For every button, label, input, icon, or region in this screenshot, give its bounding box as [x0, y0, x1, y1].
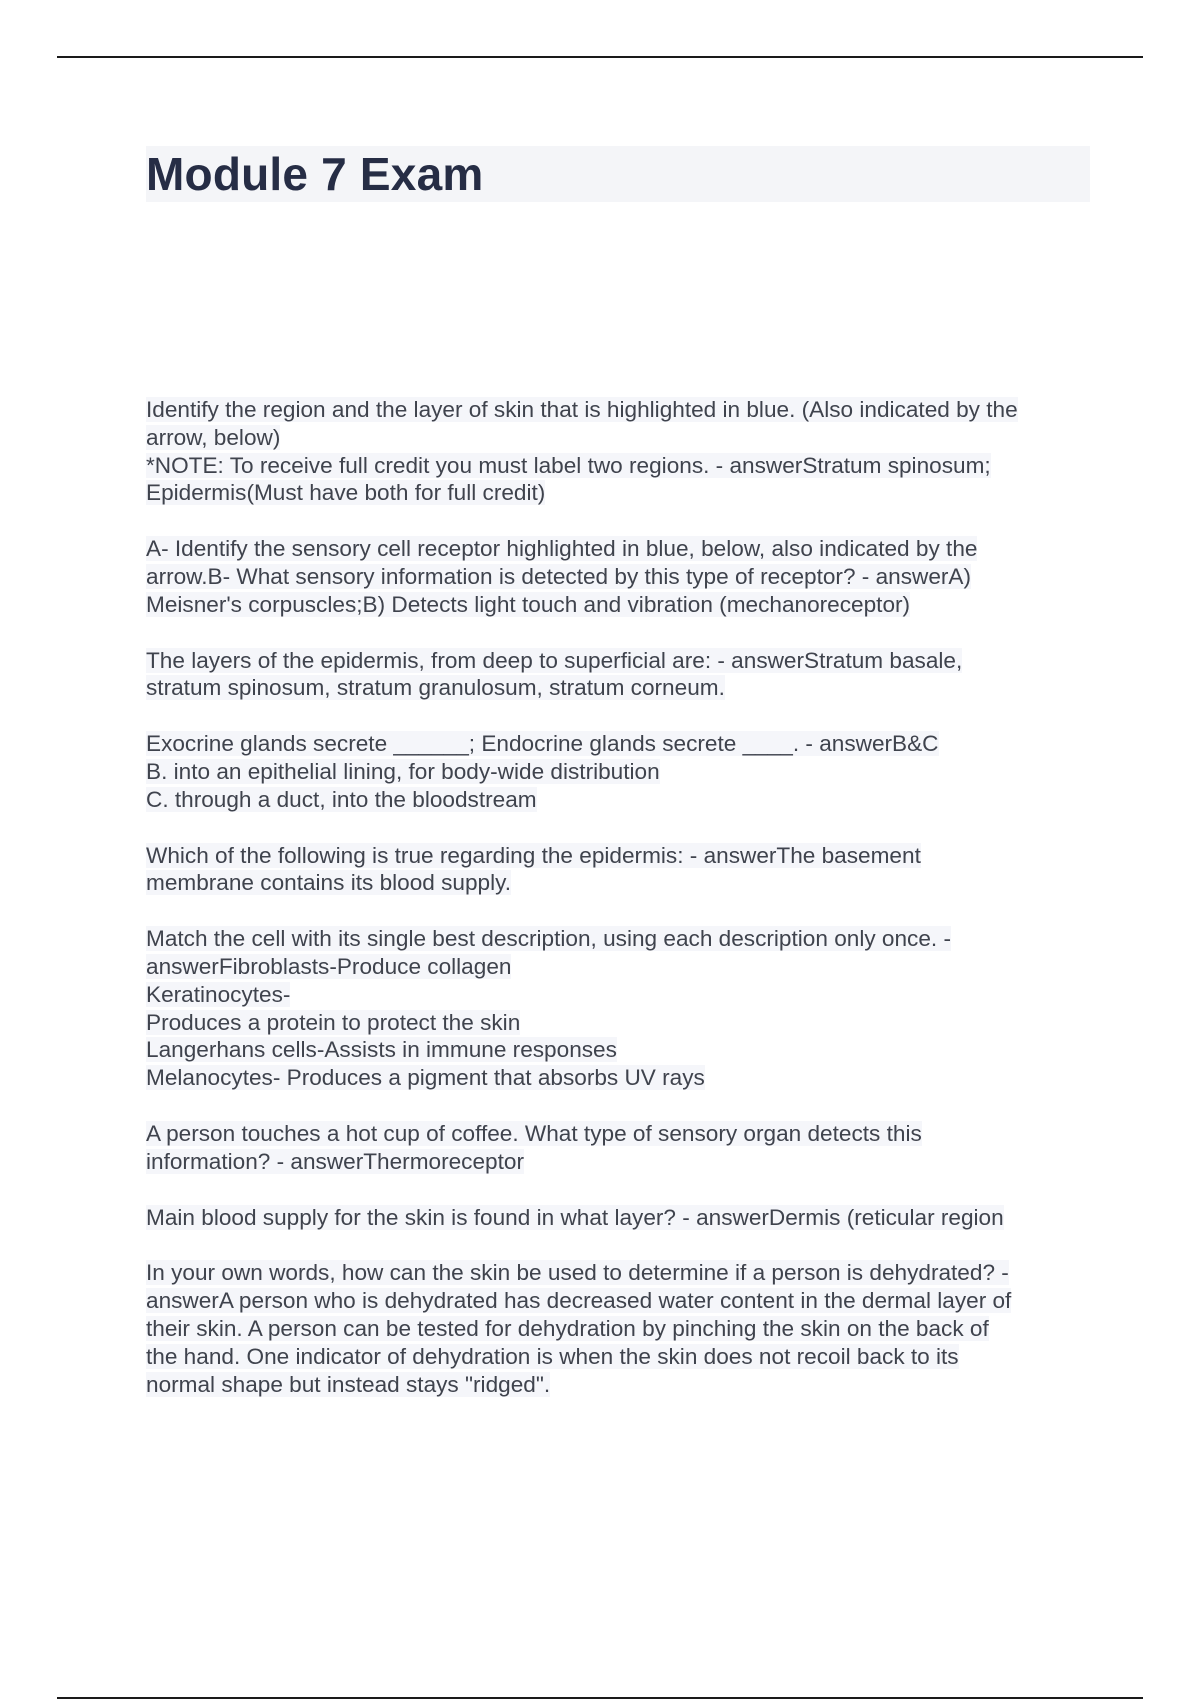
qa-line: their skin. A person can be tested for dehydration by pinching the skin on the back of [146, 1315, 989, 1341]
qa-item-6 [146, 925, 1096, 1092]
qa-line: C. through a duct, into the bloodstream [146, 786, 537, 812]
qa-line: B. into an epithelial lining, for body-wide distribution [146, 758, 660, 784]
title-block [146, 146, 1090, 202]
qa-line: Melanocytes- Produces a pigment that absorbs UV rays [146, 1065, 705, 1091]
qa-line: *NOTE: To receive full credit you must label two regions. - answerStratum spinosum; [146, 452, 991, 478]
qa-line: The layers of the epidermis, from deep to superficial are: - answerStratum basale, [146, 647, 963, 673]
qa-item-7 [146, 1120, 1096, 1176]
qa-line: answerA person who is dehydrated has decreased water content in the dermal layer of [146, 1288, 1012, 1314]
qa-item-2 [146, 535, 1096, 618]
qa-line: Epidermis(Must have both for full credit) [146, 480, 546, 506]
qa-line: Langerhans cells-Assists in immune responses [146, 1037, 617, 1063]
qa-line: Meisner's corpuscles;B) Detects light touch and vibration (mechanoreceptor) [146, 591, 911, 617]
qa-item-4 [146, 730, 1096, 813]
qa-line: A- Identify the sensory cell receptor highlighted in blue, below, also indicated by the [146, 536, 978, 562]
qa-line: membrane contains its blood supply. [146, 870, 512, 896]
qa-line: Produces a protein to protect the skin [146, 1009, 521, 1035]
qa-line: stratum spinosum, stratum granulosum, stratum corneum. [146, 675, 725, 701]
qa-line: A person touches a hot cup of coffee. What type of sensory organ detects this [146, 1120, 922, 1146]
qa-item-1 [146, 396, 1096, 507]
qa-item-8 [146, 1204, 1096, 1232]
qa-line: Match the cell with its single best description, using each description only once. - [146, 926, 952, 952]
qa-item-9 [146, 1259, 1096, 1398]
qa-line: Keratinocytes- [146, 981, 291, 1007]
qa-line: Identify the region and the layer of skin that is highlighted in blue. (Also indicated by the [146, 397, 1018, 422]
qa-line: Which of the following is true regarding the epidermis: - answerThe basement [146, 842, 921, 868]
qa-line: Exocrine glands secrete ______; Endocrine glands secrete ____. - answerB&C [146, 731, 939, 757]
qa-line: arrow.B- What sensory information is detected by this type of receptor? - answerA) [146, 563, 972, 589]
question-list [146, 396, 1096, 1426]
qa-line: information? - answerThermoreceptor [146, 1148, 524, 1174]
page-title: Module 7 Exam [146, 148, 484, 200]
qa-line: In your own words, how can the skin be used to determine if a person is dehydrated? - [146, 1260, 1009, 1286]
top-rule [57, 56, 1143, 58]
qa-line: normal shape but instead stays "ridged". [146, 1371, 551, 1397]
qa-line: Main blood supply for the skin is found in what layer? - answerDermis (reticular region [146, 1204, 1004, 1230]
bottom-rule [57, 1697, 1143, 1699]
qa-item-5 [146, 842, 1096, 898]
qa-line: arrow, below) [146, 424, 281, 450]
qa-line: answerFibroblasts-Produce collagen [146, 953, 512, 979]
qa-item-3 [146, 647, 1096, 703]
qa-line: the hand. One indicator of dehydration is when the skin does not recoil back to its [146, 1343, 959, 1369]
